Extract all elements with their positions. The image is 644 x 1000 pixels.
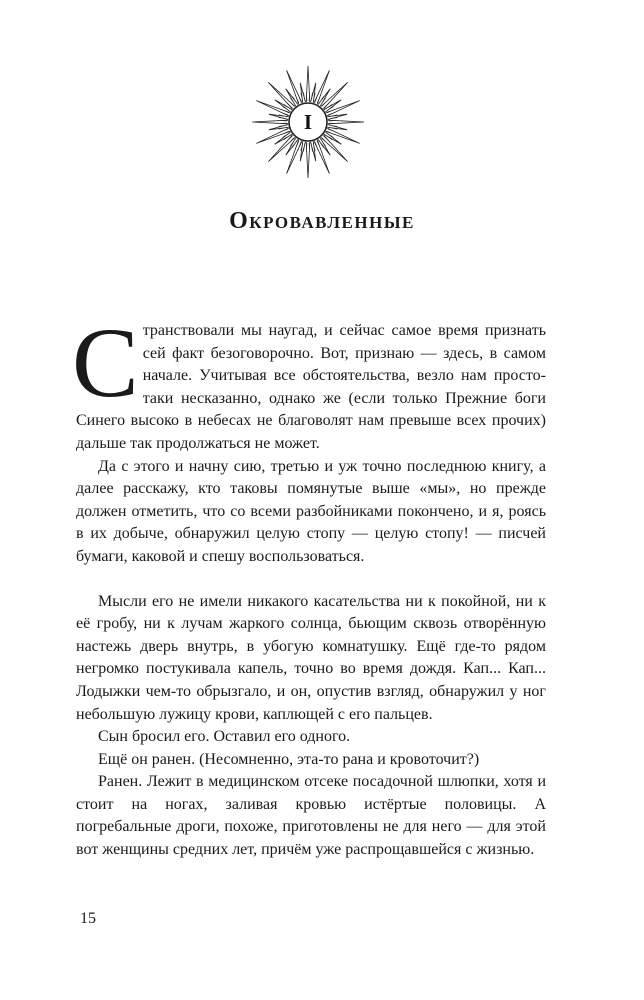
- chapter-title: Окровавленные: [229, 208, 415, 234]
- sun-hatch: [315, 94, 318, 102]
- section-gap: [76, 569, 546, 591]
- paragraph-2: Да с этого и начну сию, третью и уж точно последнюю книгу, а далее расскажу, кто таковы помянутые выше «мы», но прежде должен отметить, что со всеми разбойниками покончено, и я, роясь в их добыче, обнаружил целую стопу — целую стопу! — писчей бумаги, каковой и спешу воспользоваться.: [76, 457, 546, 565]
- paragraph-5: Ещё он ранен. (Несомненно, эта-то рана и кровоточит?): [98, 750, 480, 768]
- drop-cap: С: [72, 307, 139, 418]
- sun-hatch: [280, 129, 288, 132]
- paragraph-3: Мысли его не имели никакого касательства ни к покойной, ни к её гробу, ни к лучам жаркого солнца, бьющим сквозь отворённую настежь дверь внутрь, в убогую комнатушку. Ещё где-то рядом негромко постукивала капель, точно во время дождя. Кап... Кап... Лодыжки чем-то обрызгало, и он, опустив взгляд, обнаружил у ног небольшую лужицу крови, каплющей с его пальцев.: [76, 592, 546, 723]
- page-number: 15: [80, 910, 96, 927]
- paragraph-1-text: транствовали мы наугад, и сейчас самое время признать сей факт безоговорочно. Вот, признаю — здесь, в самом начале. Учитывая все обстоятельства, везло нам просто-таки несказанно, однако же (если только Прежние боги Синего высоко в небесах не благоволят нам превыше всех прочих) дальше так продолжаться не может.: [76, 322, 546, 452]
- sun-hatch: [328, 112, 336, 115]
- sun-emblem-icon: [248, 62, 368, 182]
- paragraph-4: Сын бросил его. Оставил его одного.: [98, 728, 351, 746]
- sun-hatch: [298, 142, 301, 150]
- chapter-body: [72, 307, 546, 862]
- sun-hatch: [315, 142, 318, 150]
- sun-hatch: [328, 129, 336, 132]
- paragraph-6: Ранен. Лежит в медицинском отсеке посадочной шлюпки, хотя и стоит на ногах, заливая кровью истёртые половицы. А погребальные дроги, похоже, приготовлены не для него — для этой вот женщины средних лет, причём уже распрощавшейся с жизнью.: [76, 773, 546, 859]
- sun-hatch: [298, 94, 301, 102]
- chapter-numeral: I: [303, 110, 313, 134]
- paragraph-1: [72, 307, 546, 456]
- sun-hatch: [280, 112, 288, 115]
